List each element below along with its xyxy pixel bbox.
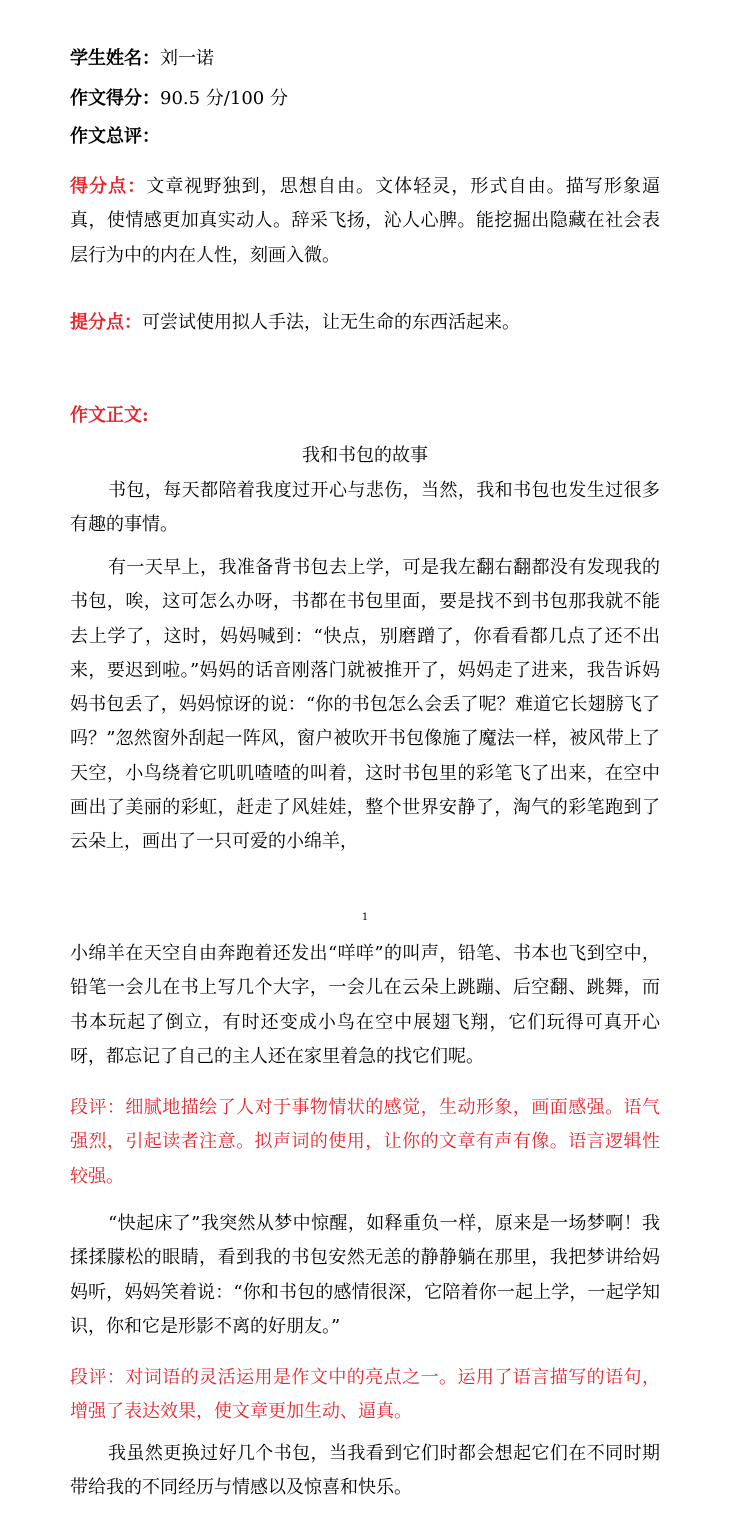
score-line (70, 84, 288, 110)
strengths-paragraph (70, 170, 660, 273)
paragraph-comment-2: 段评：对词语的灵活运用是作文中的亮点之一。运用了语言描写的语句，增强了表达效果，使文章更加生动、逼真。 (70, 1367, 660, 1423)
overall-review-heading: 作文总评： (70, 126, 160, 147)
essay-paragraph-2: 有一天早上，我准备背书包去上学，可是我左翻右翻都没有发现我的书包，唉，这可怎么办呀，书都在书包里面，要是找不到书包那我就不能去上学了，这时，妈妈喊到：“快点，别磨蹭了，你看看都几点了还不出来，要迟到啦。”妈妈的话音刚落门就被推开了，妈妈走了进来，我告诉妈妈书包丢了，妈妈惊讶的说：“你的书包怎么会丢了呢？难道它长翅膀飞了吗？”忽然窗外刮起一阵风，窗户被吹开书包像施了魔法一样，被风带上了天空，小鸟绕着它叽叽喳喳的叫着，这时书包里的彩笔飞了出来，在空中画出了美丽的彩虹，赶走了风娃娃，整个世界安静了，淘气的彩笔跑到了云朵上，画出了一只可爱的小绵羊， (70, 557, 660, 853)
page-number: 1 (361, 912, 369, 923)
improve-paragraph (70, 306, 660, 340)
improve-text: 可尝试使用拟人手法，让无生命的东西活起来。 (142, 312, 520, 333)
essay-paragraph-1: 书包，每天都陪着我度过开心与悲伤，当然，我和书包也发生过很多有趣的事情。 (70, 480, 660, 536)
essay-paragraph-3: 小绵羊在天空自由奔跑着还发出“咩咩”的叫声，铅笔、书本也飞到空中，铅笔一会儿在书上写几个大字，一会儿在云朵上跳蹦、后空翻、跳舞，而书本玩起了倒立，有时还变成小鸟在空中展翅飞翔，它们玩得可真开心呀，都忘记了自己的主人还在家里着急的找它们呢。 (70, 943, 660, 1067)
strengths-label: 得分点： (70, 176, 147, 197)
essay-paragraph-5: 我虽然更换过好几个书包，当我看到它们时都会想起它们在不同时期带给我的不同经历与情感以及惊喜和快乐。 (70, 1443, 660, 1499)
student-name-value: 刘一诺 (160, 48, 214, 69)
essay-paragraph-4: “快起床了”我突然从梦中惊醒，如释重负一样，原来是一场梦啊！我揉揉朦松的眼睛，看到我的书包安然无恙的静静躺在那里，我把梦讲给妈妈听，妈妈笑着说：“你和书包的感情很深，它陪着你一起上学，一起学知识，你和它是形影不离的好朋友。” (70, 1213, 660, 1337)
score-value: 90.5 分/100 分 (160, 88, 288, 109)
improve-label: 提分点： (70, 312, 142, 333)
paragraph-comment-1: 段评：细腻地描绘了人对于事物情状的感觉，生动形象，画面感强。语气强烈，引起读者注意。拟声词的使用，让你的文章有声有像。语言逻辑性较强。 (70, 1097, 660, 1187)
score-label: 作文得分： (70, 88, 160, 109)
student-name-label: 学生姓名： (70, 48, 160, 69)
essay-title: 我和书包的故事 (302, 445, 428, 466)
strengths-text: 文章视野独到，思想自由。文体轻灵，形式自由。描写形象逼真，使情感更加真实动人。辞采飞扬，沁人心脾。能挖掘出隐藏在社会表层行为中的内在人性，刻画入微。 (70, 176, 661, 266)
student-name-line (70, 44, 214, 70)
essay-section-heading: 作文正文: (70, 405, 149, 426)
